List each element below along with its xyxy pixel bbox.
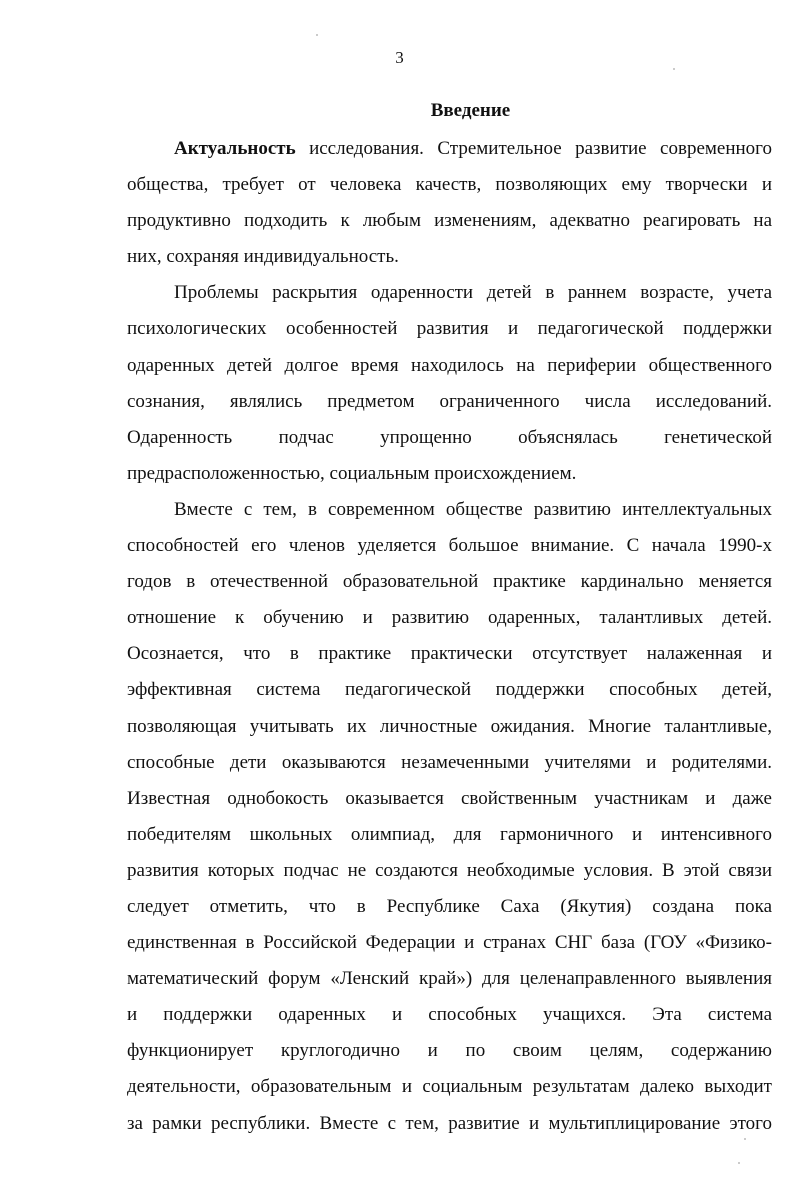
text-line: функционирует круглогодично и по своим целям, содержанию <box>127 1040 772 1062</box>
text-line: Вместе с тем, в современном обществе развитию интеллектуальных <box>174 498 772 520</box>
text-line: развития которых подчас не создаются необходимые условия. В этой связи <box>127 859 772 881</box>
text-line: следует отметить, что в Республике Саха (Якутия) создана пока <box>127 895 772 917</box>
text-line: одаренных детей долгое время находилось на периферии общественного <box>127 354 772 376</box>
page-number: 3 <box>395 48 404 67</box>
text-line: Актуальность исследования. Стремительное развитие современного <box>174 138 772 159</box>
text-line: математический форум «Ленский край») для целенаправленного выявления <box>127 968 772 990</box>
text-line: и поддержки одаренных и способных учащихся. Эта система <box>127 1004 772 1026</box>
scan-speck <box>316 34 318 36</box>
bold-term: Актуальность <box>174 138 296 159</box>
section-heading: Введение <box>430 100 511 121</box>
text-line: Известная однобокость оказывается свойственным участникам и даже <box>127 787 772 809</box>
paragraph-relevance <box>127 131 772 275</box>
text-line: способные дети оказываются незамеченными учителями и родителями. <box>127 751 772 773</box>
text-line: Осознается, что в практике практически отсутствует налаженная и <box>127 643 772 665</box>
text-line: психологических особенностей развития и педагогической поддержки <box>127 318 772 340</box>
text-line: Проблемы раскрытия одаренности детей в раннем возрасте, учета <box>174 282 772 304</box>
text-line: позволяющая учитывать их личностные ожидания. Многие талантливые, <box>127 715 772 737</box>
text-line: общества, требует от человека качеств, позволяющих ему творчески и <box>127 174 772 196</box>
text-line: Одаренность подчас упрощенно объяснялась генетической <box>127 426 772 448</box>
text-line: них, сохраняя индивидуальность. <box>127 246 399 268</box>
text-line: деятельности, образовательным и социальным результатам далеко выходит <box>127 1076 772 1098</box>
text-line: победителям школьных олимпиад, для гармоничного и интенсивного <box>127 823 772 845</box>
text-line: годов в отечественной образовательной практике кардинально меняется <box>127 571 772 593</box>
scan-speck <box>673 68 675 70</box>
scan-speck <box>738 1162 740 1164</box>
text-line: предрасположенностью, социальным происхождением. <box>127 462 577 484</box>
scan-speck <box>744 1138 746 1140</box>
text-line: продуктивно подходить к любым изменениям, адекватно реагировать на <box>127 210 772 232</box>
text-line: за рамки республики. Вместе с тем, развитие и мультиплицирование этого <box>127 1112 772 1134</box>
text-line: отношение к обучению и развитию одаренных, талантливых детей. <box>127 607 772 629</box>
text-line: единственная в Российской Федерации и странах СНГ база (ГОУ «Физико- <box>127 932 772 954</box>
text-line: способностей его членов уделяется большое внимание. С начала 1990-х <box>127 535 772 557</box>
text-line: сознания, являлись предметом ограниченного числа исследований. <box>127 390 772 412</box>
paragraph-modern-society <box>127 492 772 1142</box>
body-text <box>127 131 772 1142</box>
paragraph-problems <box>127 275 772 492</box>
text-line: эффективная система педагогической поддержки способных детей, <box>127 679 772 701</box>
